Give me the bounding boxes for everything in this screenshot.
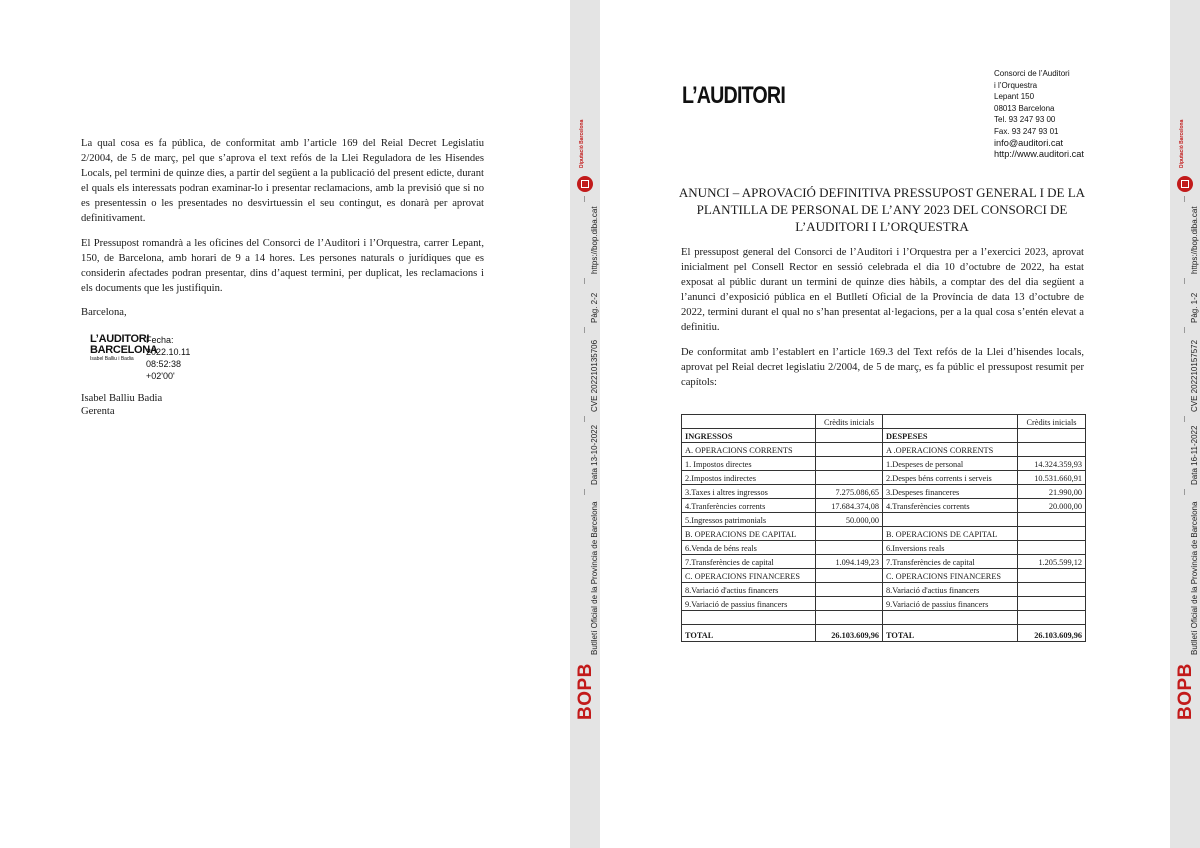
concept-cell: 6.Venda de béns reals (682, 541, 816, 555)
concept-cell: 2.Despes béns corrents i serveis (883, 471, 1018, 485)
amount-cell (816, 569, 883, 583)
credits-header-despeses: Crèdits inicials (1018, 415, 1086, 429)
concept-cell: 5.Ingressos patrimonials (682, 513, 816, 527)
place-text: Barcelona, (81, 307, 127, 318)
table-row (682, 611, 1086, 625)
page-number: Pàg. 1-2 (1190, 292, 1199, 323)
amount-cell (816, 457, 883, 471)
table-row (682, 569, 1086, 583)
amount-cell (1018, 597, 1086, 611)
concept-cell: B. OPERACIONS DE CAPITAL (682, 527, 816, 541)
amount-cell (1018, 527, 1086, 541)
table-row (682, 513, 1086, 527)
total-label: TOTAL (682, 625, 816, 642)
table-header-row (682, 415, 1086, 429)
amount-cell (816, 597, 883, 611)
paragraph-publicity: La qual cosa es fa pública, de conformitat amb l’article 169 del Reial Decret Legislatiu 2/2004, de 5 de març, pel que s’aprova el text refós de la Llei Reguladora de les Hisendes Locals, pel termini de quinze dies, a partir del següent a la publicació del present edicte, durant el quals els interessats podran examinar-lo i presentar reclamacions, amb la previsió que si no es presentessin o les presentades no desvirtuessin el seu contingut, es donarà per aprovat definitivament. (81, 138, 484, 224)
separator (1184, 278, 1185, 284)
signature-tz: +02'00' (146, 371, 175, 381)
concept-cell: 4.Transferències corrents (883, 499, 1018, 513)
contact-line: 08013 Barcelona (994, 103, 1055, 113)
amount-cell (816, 583, 883, 597)
contact-line: Tel. 93 247 93 00 (994, 115, 1056, 125)
concept-cell: 7.Transferències de capital (883, 555, 1018, 569)
publication-date: Data 16-11-2022 (1190, 425, 1199, 485)
signer-name: Isabel Balliu Badia (81, 393, 163, 404)
amount-cell (1018, 569, 1086, 583)
amount-cell: 21.990,00 (1018, 485, 1086, 499)
auditori-logo: L’AUDITORI (682, 82, 785, 109)
diputacio-badge-icon (1177, 176, 1193, 192)
table-row (682, 499, 1086, 513)
signer-role: Gerenta (81, 406, 115, 417)
concept-cell: 1. Impostos directes (682, 457, 816, 471)
amount-cell: 17.684.374,08 (816, 499, 883, 513)
contact-line: Consorci de l’Auditori (994, 69, 1070, 78)
contact-block (994, 68, 1084, 161)
bop-sidebar-left (570, 0, 600, 848)
separator (584, 196, 585, 202)
bulleti-title: Butlletí Oficial de la Província de Barcelona (590, 501, 599, 655)
separator (1184, 489, 1185, 495)
signature-logo-sub: Isabel Balliu i Badia (90, 356, 134, 362)
concept-cell: C. OPERACIONS FINANCERES (682, 569, 816, 583)
table-row (682, 471, 1086, 485)
signature-date: 2022.10.11 (146, 347, 191, 357)
paragraph-location: El Pressupost romandrà a les oficines del Consorci de l’Auditori i l’Orquestra, carrer Lepant, 150, de Barcelona, amb horari de 9 a 14 hores. Les persones naturals o jurídiques que es considerin afectades podran presentar, dins d’aquest termini, per duplicat, les reclamacions i els documents que les justifiquin. (81, 238, 484, 294)
announcement-title: ANUNCI – APROVACIÓ DEFINITIVA PRESSUPOST GENERAL I DE LA PLANTILLA DE PERSONAL DE L’ANY 2023 DEL CONSORCI DE L’AUDITORI I L’ORQUESTRA (678, 185, 1086, 234)
contact-line: Lepant 150 (994, 92, 1035, 102)
table-cell (682, 415, 816, 429)
publication-date: Data 13-10-2022 (590, 424, 599, 485)
amount-cell (1018, 611, 1086, 625)
amount-cell (1018, 541, 1086, 555)
amount-cell (816, 541, 883, 555)
signature-time: 08:52:38 (146, 359, 182, 369)
table-row (682, 583, 1086, 597)
amount-cell (1018, 443, 1086, 457)
table-row (682, 541, 1086, 555)
table-cell (1018, 429, 1086, 443)
despeses-heading: DESPESES (883, 429, 1018, 443)
credits-header-ingressos: Crèdits inicials (816, 415, 883, 429)
concept-cell: 8.Variació d'actius financers (682, 583, 816, 597)
diputacio-label: Diputació Barcelona (1179, 119, 1185, 168)
concept-cell: C. OPERACIONS FINANCERES (883, 569, 1018, 583)
signature-logo-line2: BARCELONA (90, 344, 158, 356)
separator (584, 327, 585, 333)
separator (584, 489, 585, 495)
concept-cell: 4.Tranferències corrents (682, 499, 816, 513)
amount-cell: 7.275.086,65 (816, 485, 883, 499)
concept-cell: B. OPERACIONS DE CAPITAL (883, 527, 1018, 541)
concept-cell (883, 611, 1018, 625)
concept-cell: 7.Transferències de capital (682, 555, 816, 569)
amount-cell (816, 471, 883, 485)
concept-cell: 2.Impostos indirectes (682, 471, 816, 485)
concept-cell: A .OPERACIONS CORRENTS (883, 443, 1018, 457)
amount-cell: 20.000,00 (1018, 499, 1086, 513)
cve-code: CVE 202210157572 (1190, 339, 1199, 412)
amount-cell (816, 527, 883, 541)
paragraph-summary-intro: De conformitat amb l’establert en l’article 169.3 del Text refós de la Llei d’hisendes locals, aprovat pel Reial decret legislatiu 2/2004, de 5 de març, es fa públic el pressupost resumit per capítols: (681, 347, 1084, 388)
concept-cell: 9.Variació de passius financers (883, 597, 1018, 611)
separator (584, 416, 585, 422)
diputacio-label: Diputació Barcelona (579, 119, 585, 168)
table-section-row (682, 429, 1086, 443)
amount-cell: 14.324.359,93 (1018, 457, 1086, 471)
budget-table (681, 414, 1086, 642)
concept-cell: 3.Despeses financeres (883, 485, 1018, 499)
table-cell (883, 415, 1018, 429)
table-row (682, 457, 1086, 471)
table-row (682, 485, 1086, 499)
amount-cell: 1.205.599,12 (1018, 555, 1086, 569)
total-row (682, 625, 1086, 642)
total-ingressos: 26.103.609,96 (816, 625, 883, 642)
table-row (682, 527, 1086, 541)
concept-cell: 6.Inversions reals (883, 541, 1018, 555)
cve-code: CVE 202210135706 (590, 339, 599, 412)
amount-cell (1018, 513, 1086, 527)
concept-cell (883, 513, 1018, 527)
signature-logo-line1: L’AUDITORI (90, 333, 150, 345)
separator (1184, 416, 1185, 422)
total-despeses: 26.103.609,96 (1018, 625, 1086, 642)
diputacio-badge-icon (577, 176, 593, 192)
table-row (682, 443, 1086, 457)
bop-url: https://bop.diba.cat (1190, 206, 1199, 274)
amount-cell (816, 611, 883, 625)
bopb-logo: BOPB (575, 663, 596, 720)
amount-cell: 10.531.660,91 (1018, 471, 1086, 485)
amount-cell: 1.094.149,23 (816, 555, 883, 569)
digital-signature-meta (146, 334, 190, 382)
bulleti-title: Butlletí Oficial de la Província de Barcelona (1190, 501, 1199, 655)
contact-web: http://www.auditori.cat (994, 149, 1084, 160)
concept-cell: 3.Taxes i altres ingressos (682, 485, 816, 499)
paragraph-approval: El pressupost general del Consorci de l’Auditori i l’Orquestra per a l’exercici 2023, aprovat inicialment pel Consell Rector en sessió celebrada el dia 10 d’octubre de 2022, ha estat exposat al públic durant un termini de quinze dies hàbils, a comptar des del dia següent a l’anunci d’exposició pública en el Butlletí Oficial de la Província de data 13 d’octubre de 2022, termini durant el qual no s’han presentat al·legacions, per a la qual cosa s’entén elevat a definitiu. (681, 247, 1084, 333)
bop-sidebar-right (1170, 0, 1200, 848)
concept-cell: 9.Variació de passius financers (682, 597, 816, 611)
fecha-label: Fecha: (146, 335, 174, 345)
ingressos-heading: INGRESSOS (682, 429, 816, 443)
total-label: TOTAL (883, 625, 1018, 642)
concept-cell: 8.Variació d'actius financers (883, 583, 1018, 597)
separator (1184, 196, 1185, 202)
contact-line: i l’Orquestra (994, 80, 1038, 90)
page-number: Pàg. 2-2 (590, 292, 599, 323)
concept-cell: 1.Despeses de personal (883, 457, 1018, 471)
amount-cell: 50.000,00 (816, 513, 883, 527)
bopb-logo: BOPB (1175, 663, 1196, 720)
table-row (682, 597, 1086, 611)
table-cell (816, 429, 883, 443)
separator (1184, 327, 1185, 333)
concept-cell: A. OPERACIONS CORRENTS (682, 443, 816, 457)
page-2 (0, 0, 570, 848)
concept-cell (682, 611, 816, 625)
bop-url: https://bop.diba.cat (590, 206, 599, 274)
amount-cell (1018, 583, 1086, 597)
contact-email: info@auditori.cat (994, 137, 1064, 148)
amount-cell (816, 443, 883, 457)
table-row (682, 555, 1086, 569)
separator (584, 278, 585, 284)
contact-line: Fax. 93 247 93 01 (994, 126, 1059, 136)
